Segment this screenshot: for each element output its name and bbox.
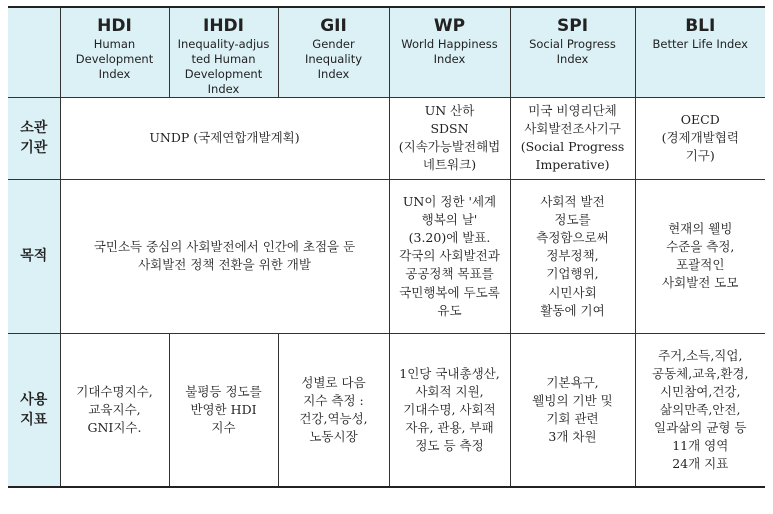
agency-undp-cell: UNDP (국제연합개발계획): [60, 97, 389, 179]
indicators-row: [8, 333, 765, 487]
column-full-name: World Happiness Index: [401, 37, 498, 67]
column-full-name: Gender Inequality Index: [304, 37, 363, 81]
header-row: [8, 7, 765, 97]
row-label-purpose: 목적: [8, 179, 60, 333]
agency-bli-cell: OECD (경제개발협력 기구): [635, 97, 765, 179]
indicators-ihdi-cell: 불평등 정도를 반영한 HDI 지수: [169, 333, 278, 487]
column-header-hdi: [60, 7, 169, 97]
column-header-ihdi: [169, 7, 278, 97]
column-abbr: HDI: [97, 16, 132, 36]
column-header-gii: [278, 7, 389, 97]
column-header-bli: [635, 7, 765, 97]
indicators-gii-cell: 성별로 다음 지수 측정 : 건강,역능성, 노동시장: [278, 333, 389, 487]
purpose-spi-cell: 사회적 발전 정도를 측정함으로써 정부정책, 기업행위, 시민사회 활동에 기여: [510, 179, 635, 333]
purpose-undp-cell: 국민소득 중심의 사회발전에서 인간에 초점을 둔 사회발전 정책 전환을 위한 개발: [60, 179, 389, 333]
column-full-name: Social Progress Index: [529, 37, 616, 67]
column-header-spi: [510, 7, 635, 97]
row-label-indicators: 사용 지표: [8, 333, 60, 487]
purpose-wp-cell: UN이 정한 '세계 행복의 날' (3.20)에 발표. 각국의 사회발전과 공공정책 목표를 국민행복에 두도록 유도: [389, 179, 510, 333]
purpose-row: [8, 179, 765, 333]
indicators-hdi-cell: 기대수명지수, 교육지수, GNI지수.: [60, 333, 169, 487]
column-abbr: BLI: [685, 16, 716, 36]
indicators-bli-cell: 주거,소득,직업, 공동체,교육,환경, 시민참여,건강, 삶의만족,안전, 일과삶의 균형 등 11개 영역 24개 지표: [635, 333, 765, 487]
column-abbr: IHDI: [203, 16, 244, 36]
agency-wp-cell: UN 산하 SDSN (지속가능발전해법 네트워크): [389, 97, 510, 179]
column-full-name: Inequality-adjus ted Human Development Index: [177, 37, 270, 96]
corner-cell: [8, 7, 60, 97]
column-full-name: Human Development Index: [75, 37, 154, 81]
index-comparison-table: [8, 6, 765, 488]
row-label-agency: 소관 기관: [8, 97, 60, 179]
indicators-wp-cell: 1인당 국내총생산, 사회적 지원, 기대수명, 사회적 자유, 관용, 부패 정도 등 측정: [389, 333, 510, 487]
column-full-name: Better Life Index: [652, 37, 748, 52]
indicators-spi-cell: 기본욕구, 웰빙의 기반 및 기회 관련 3개 차원: [510, 333, 635, 487]
agency-spi-cell: 미국 비영리단체 사회발전조사기구 (Social Progress Imperative): [510, 97, 635, 179]
column-abbr: SPI: [556, 16, 589, 36]
agency-row: [8, 97, 765, 179]
column-abbr: GII: [320, 16, 347, 36]
purpose-bli-cell: 현재의 웰빙 수준을 측정, 포괄적인 사회발전 도모: [635, 179, 765, 333]
column-header-wp: [389, 7, 510, 97]
column-abbr: WP: [433, 16, 466, 36]
